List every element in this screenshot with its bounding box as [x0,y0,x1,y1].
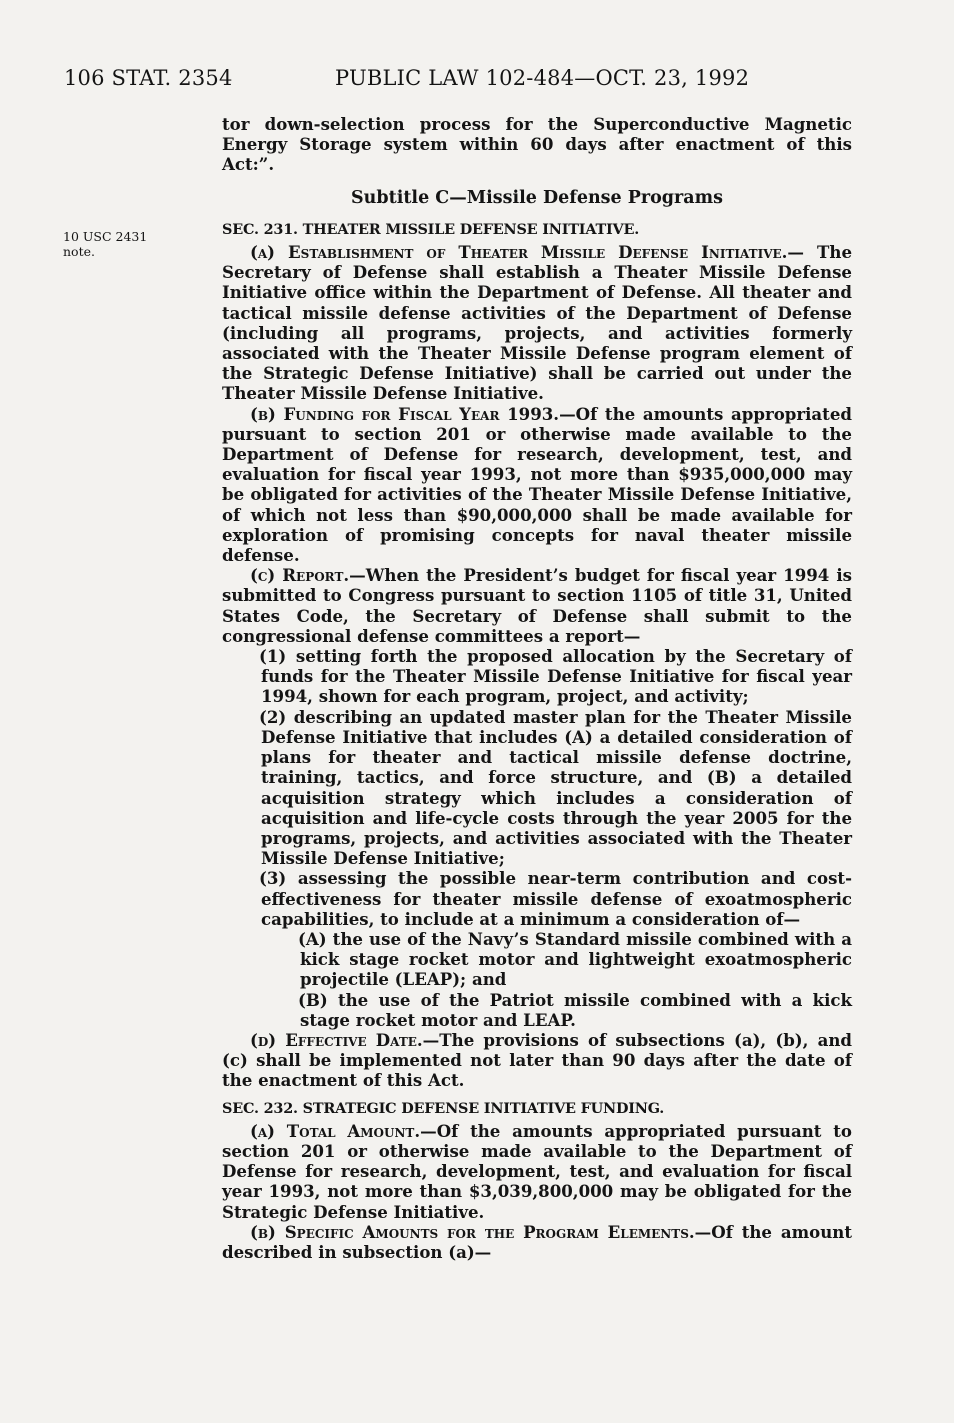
section-231-d-text: The provisions of subsections (a), (b), and (c) shall be implemented not later than 90 days after the date of the enactment of this Act. [222,1029,852,1091]
list-item-3: (3) assessing the possible near-term contribution and cost-effectiveness for theater missile defense of exoatmospheric capabilities, to include at a minimum a consideration of— [259,868,852,929]
section-231-a-label: (a) Establishment of Theater Missile Defense Initiative.— [250,242,805,263]
section-231-d-label: (d) Effective Date.— [250,1029,440,1050]
margin-note [63,229,193,259]
section-231-d [222,1030,852,1091]
section-231-c [222,565,852,646]
section-232-heading: SEC. 232. STRATEGIC DEFENSE INITIATIVE FUNDING. [222,1099,665,1117]
section-232-a-text: Of the amounts appropriated pursuant to section 201 or otherwise made available to the Department of Defense for research, development, test, and evaluation for fiscal year 1993, not more than $3,039,800,000 may be obligated for the Strategic Defense Initiative. [222,1120,852,1222]
section-231-a [222,242,852,404]
section-232-a [222,1121,852,1222]
section-232-a-label: (a) Total Amount.— [250,1120,437,1141]
section-231-heading: SEC. 231. THEATER MISSILE DEFENSE INITIATIVE. [222,220,640,238]
section-232-b [222,1222,852,1262]
section-231-b-text: Of the amounts appropriated pursuant to section 201 or otherwise made available to the Department of Defense for research, development, test, and evaluation for fiscal year 1993, not more than $935,000,000 may be obligated for activities of the Theater Missile Defense Initiative, of which not less than $90,000,000 shall be made available for exploration of promising concepts for naval theater missile defense. [222,403,852,566]
stat-reference: 106 STAT. 2354 [64,66,233,90]
section-231-a-text: The Secretary of Defense shall establish a Theater Missile Defense Initiative office within the Department of Defense. All theater and tactical missile defense activities of the Department of Defense (including all programs, projects, and activities formerly associated with the Theater Missile Defense program element of the Strategic Defense Initiative) shall be carried out under the Theater Missile Defense Initiative. [222,242,853,404]
body-text [222,114,852,1262]
section-231-b [222,404,852,566]
intro-paragraph: tor down-selection process for the Superconductive Magnetic Energy Storage system within 60 days after enactment of this Act:”. [222,114,852,175]
section-231-c-label: (c) Report.— [250,565,366,586]
section-231-b-label: (b) Funding for Fiscal Year 1993.— [250,403,576,424]
list-item-2: (2) describing an updated master plan for the Theater Missile Defense Initiative that includes (A) a detailed consideration of plans for theater and tactical missile defense doctrine, training, tactics, and force structure, and (B) a detailed acquisition strategy which includes a consideration of acquisition and life-cycle costs through the year 2005 for the programs, projects, and activities associated with the Theater Missile Defense Initiative; [259,706,852,869]
section-232-b-text: Of the amount described in subsection (a)— [222,1221,852,1262]
margin-note-line2: note. [63,244,95,259]
margin-note-line1: 10 USC 2431 [63,229,148,244]
law-title: PUBLIC LAW 102-484—OCT. 23, 1992 [335,66,750,90]
section-231-c-text: When the President’s budget for fiscal year 1994 is submitted to Congress pursuant to section 1105 of title 31, United States Code, the Secretary of Defense shall submit to the congressional defense committees a report— [222,565,853,646]
list-item-1: (1) setting forth the proposed allocation by the Secretary of funds for the Theater Missile Defense Initiative for fiscal year 1994, shown for each program, project, and activity; [259,646,852,707]
section-232-b-label: (b) Specific Amounts for the Program Elements.— [250,1221,712,1242]
list-item-3a: (A) the use of the Navy’s Standard missile combined with a kick stage rocket motor and lightweight exoatmospheric projectile (LEAP); and [298,928,852,990]
list-item-3b: (B) the use of the Patriot missile combined with a kick stage rocket motor and LEAP. [298,989,852,1030]
subtitle-heading: Subtitle C—Missile Defense Programs [351,187,723,208]
